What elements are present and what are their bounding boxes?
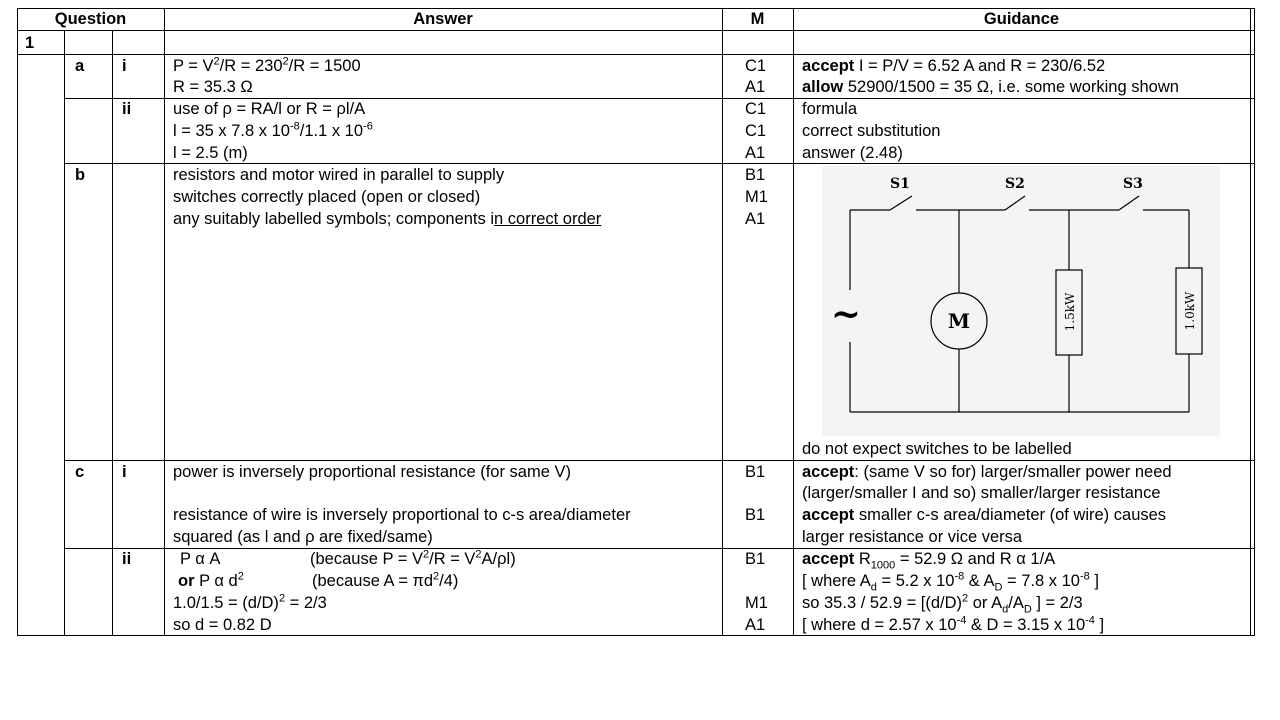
ac-supply-symbol: ~ — [830, 293, 862, 335]
answer-line: $P = V^2/R = 230^2/R = 1500$ — [173, 55, 361, 75]
answer-line: or P α $d^2$ — [178, 570, 244, 590]
answer-line: l = 2.5 (m) — [173, 144, 248, 162]
guidance-line: do not expect switches to be labelled — [802, 440, 1072, 458]
header-marks: M — [750, 10, 765, 28]
guidance-line: [ where d = 2.57 x $10^{-4}$ & D = 3.15 x $10^{-4}$ ] — [802, 614, 1105, 634]
grid-hline — [64, 548, 1255, 549]
mark-code: A1 — [745, 210, 766, 228]
mark-code: C1 — [745, 122, 767, 140]
sub-label-ii: ii — [122, 550, 132, 568]
mark-code: M1 — [745, 594, 768, 612]
circuit-diagram — [822, 166, 1220, 436]
grid-vline — [793, 8, 794, 636]
answer-line: resistors and motor wired in parallel to supply — [173, 166, 505, 184]
answer-line: l = 35 x 7.8 x $10^{-8}/1.1$ x $10^{-6}$ — [173, 120, 373, 140]
guidance-line: correct substitution — [802, 122, 941, 140]
answer-line: use of ρ = RA/l or R = ρl/A — [173, 100, 366, 118]
sub-label-ii: ii — [122, 100, 132, 118]
header-guidance: Guidance — [983, 10, 1060, 28]
mark-code: A1 — [745, 144, 766, 162]
grid-vline — [164, 8, 165, 636]
grid-vline — [1250, 8, 1251, 636]
answer-line: so d = 0.82 D — [173, 616, 272, 634]
mark-code: M1 — [745, 188, 768, 206]
grid-vline — [722, 8, 723, 636]
grid-hline — [17, 30, 1255, 31]
guidance-line: answer (2.48) — [802, 144, 903, 162]
grid-vline — [112, 30, 113, 636]
guidance-line: accept I = P/V = 6.52 A and R = 230/6.52 — [802, 57, 1106, 75]
mark-code: C1 — [745, 100, 767, 118]
answer-line: (because $P = V^2/R = V^2A/\rho l$) — [310, 548, 516, 568]
guidance-line: accept $R_{1000} = 52.9$ Ω and R α 1/A — [802, 550, 1056, 572]
answer-line: (because $A = \pi d^2/4$) — [312, 570, 459, 590]
answer-line: squared (as l and ρ are fixed/same) — [173, 528, 433, 546]
guidance-line: larger resistance or vice versa — [802, 528, 1023, 546]
guidance-line: allow 52900/1500 = 35 Ω, i.e. some working shown — [802, 78, 1179, 96]
guidance-line: (larger/smaller I and so) smaller/larger resistance — [802, 484, 1161, 502]
guidance-line: formula — [802, 100, 858, 118]
grid-vline — [64, 30, 65, 636]
guidance-line: accept: (same V so for) larger/smaller power need — [802, 463, 1172, 481]
resistor-label-1-5kw: 1.5kW — [1063, 292, 1077, 332]
mark-code: B1 — [745, 166, 766, 184]
sub-label-i: i — [122, 463, 127, 481]
grid-vline — [1254, 8, 1255, 636]
mark-code: A1 — [745, 78, 766, 96]
answer-line: any suitably labelled symbols; components in correct order — [173, 210, 602, 228]
part-label-c: c — [75, 463, 85, 481]
sub-label-i: i — [122, 57, 127, 75]
switch-label-s3: S3 — [1123, 176, 1143, 192]
mark-code: B1 — [745, 463, 766, 481]
answer-line: R = 35.3 Ω — [173, 78, 253, 96]
grid-vline — [17, 8, 18, 636]
switch-label-s1: S1 — [890, 176, 910, 192]
motor-label: M — [947, 309, 971, 333]
answer-line: P α A — [180, 550, 221, 568]
answer-line: $1.0/1.5 = (d/D)^2 = 2/3$ — [173, 592, 327, 612]
resistor-label-1-0kw: 1.0kW — [1183, 291, 1197, 331]
answer-line: resistance of wire is inversely proportional to c-s area/diameter — [173, 506, 631, 524]
mark-code: C1 — [745, 57, 767, 75]
answer-line: power is inversely proportional resistance (for same V) — [173, 463, 571, 481]
guidance-line: [ where $A_d = 5.2$ x $10^{-8}$ & $A_D = 7.8$ x $10^{-8}$ ] — [802, 570, 1099, 594]
part-label-b: b — [75, 166, 86, 184]
mark-code: A1 — [745, 616, 766, 634]
guidance-line: so $35.3 / 52.9 = [(d/D)^2$ or $A_d/A_D$ ] = 2/3 — [802, 592, 1083, 616]
answer-line: switches correctly placed (open or closed) — [173, 188, 481, 206]
question-number: 1 — [25, 34, 35, 52]
switch-label-s2: S2 — [1005, 176, 1025, 192]
mark-code: B1 — [745, 506, 766, 524]
guidance-line: accept smaller c-s area/diameter (of wire) causes — [802, 506, 1167, 524]
part-label-a: a — [75, 57, 85, 75]
mark-code: B1 — [745, 550, 766, 568]
header-answer: Answer — [413, 10, 473, 28]
header-question: Question — [54, 10, 127, 28]
